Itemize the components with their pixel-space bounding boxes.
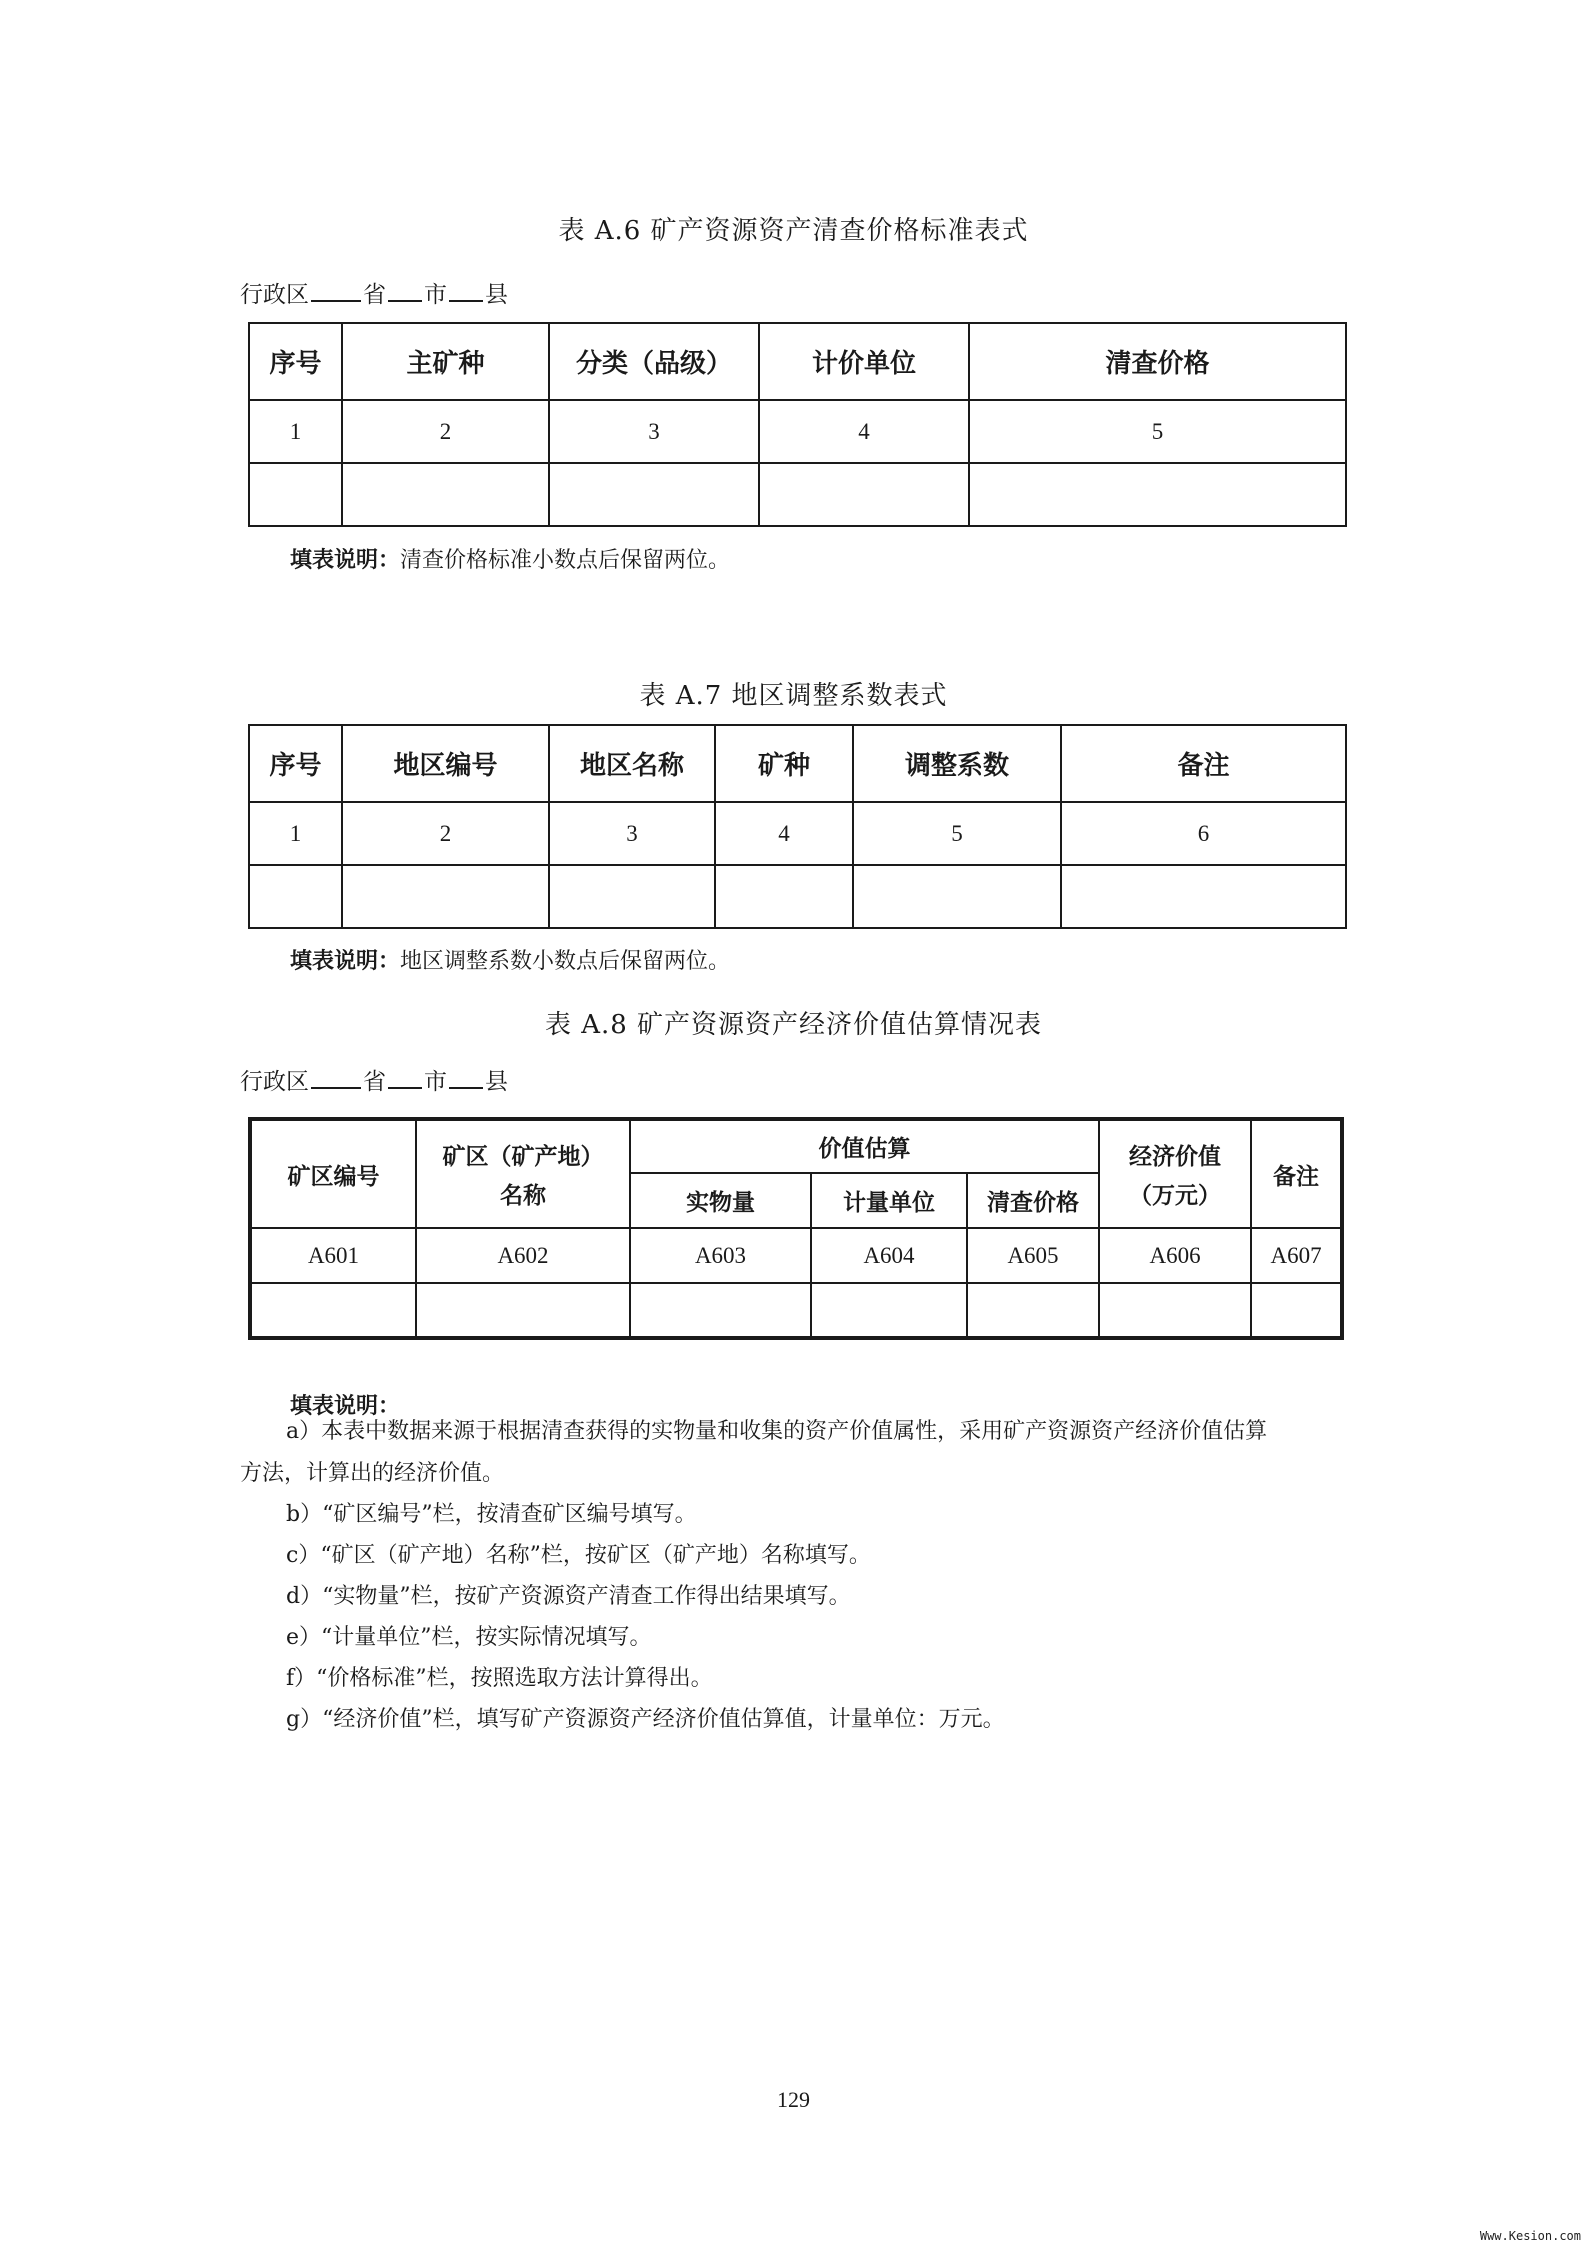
table-a6 xyxy=(248,322,1347,527)
table-a8-cell: A605 xyxy=(967,1228,1099,1283)
table-a8 xyxy=(248,1117,1344,1340)
region-province: 省 xyxy=(363,1069,386,1095)
note-item-b: b）“矿区编号”栏，按清查矿区编号填写。 xyxy=(286,1502,697,1527)
table-a8-empty-cell xyxy=(967,1283,1099,1338)
table-a7-title: 表 A.7 地区调整系数表式 xyxy=(639,681,948,711)
region-city: 市 xyxy=(424,1069,447,1095)
table-a7-cell: 6 xyxy=(1061,802,1346,865)
table-a8-region-line xyxy=(240,1063,508,1096)
table-a6-empty-row xyxy=(249,463,1346,526)
table-a6-empty-cell xyxy=(249,463,342,526)
watermark: Www.Kesion.com xyxy=(1479,2229,1581,2243)
table-a7 xyxy=(248,724,1347,929)
table-a8-header-remark: 备注 xyxy=(1251,1119,1342,1228)
table-a6-cell: 2 xyxy=(342,400,549,463)
header-line: 矿区（矿产地） xyxy=(442,1144,604,1170)
province-blank xyxy=(311,1086,361,1089)
region-province: 省 xyxy=(363,282,386,308)
table-a8-empty-cell xyxy=(811,1283,967,1338)
table-a8-cell: A603 xyxy=(630,1228,811,1283)
table-a8-header-economic-value xyxy=(1099,1119,1251,1228)
region-prefix: 行政区 xyxy=(240,1069,309,1095)
note-item-a: a）本表中数据来源于根据清查获得的实物量和收集的资产价值属性，采用矿产资源资产经济价值估算 xyxy=(286,1419,1268,1444)
note-item-e: e）“计量单位”栏，按实际情况填写。 xyxy=(286,1625,652,1650)
table-a6-header: 分类（品级） xyxy=(549,323,759,400)
table-a7-cell: 3 xyxy=(549,802,715,865)
table-a8-empty-cell xyxy=(1251,1283,1342,1338)
table-a7-index-row xyxy=(249,802,1346,865)
city-blank xyxy=(388,299,422,302)
table-a7-header: 地区编号 xyxy=(342,725,549,802)
region-county: 县 xyxy=(485,1069,508,1095)
table-a7-header: 调整系数 xyxy=(853,725,1061,802)
county-blank xyxy=(449,299,483,302)
table-a8-title: 表 A.8 矿产资源资产经济价值估算情况表 xyxy=(544,1010,1043,1040)
table-a8-subheader: 清查价格 xyxy=(967,1173,1099,1228)
table-a7-note-label: 填表说明： xyxy=(290,949,401,974)
table-a6-empty-cell xyxy=(969,463,1346,526)
region-city: 市 xyxy=(424,282,447,308)
table-a6-header: 主矿种 xyxy=(342,323,549,400)
table-a8-empty-cell xyxy=(250,1283,416,1338)
table-a7-empty-cell xyxy=(549,865,715,928)
table-a7-cell: 4 xyxy=(715,802,853,865)
table-a8-header-row-1 xyxy=(250,1119,1342,1173)
table-a8-header-mine-id: 矿区编号 xyxy=(250,1119,416,1228)
table-a8-empty-cell xyxy=(416,1283,630,1338)
table-a7-header: 地区名称 xyxy=(549,725,715,802)
table-a6-empty-cell xyxy=(759,463,969,526)
table-a6-empty-cell xyxy=(549,463,759,526)
table-a8-notes-label xyxy=(290,1389,400,1420)
notes-label-text: 填表说明： xyxy=(290,1394,401,1419)
table-a7-empty-cell xyxy=(1061,865,1346,928)
table-a8-index-row xyxy=(250,1228,1342,1283)
table-a6-title: 表 A.6 矿产资源资产清查价格标准表式 xyxy=(558,216,1029,246)
table-a6-note-label: 填表说明： xyxy=(290,548,401,573)
table-a6-cell: 5 xyxy=(969,400,1346,463)
table-a6-cell: 4 xyxy=(759,400,969,463)
page-number: 129 xyxy=(777,2087,810,2112)
table-a7-note xyxy=(290,944,730,975)
table-a7-note-text: 地区调整系数小数点后保留两位。 xyxy=(400,949,731,974)
table-a6-header: 计价单位 xyxy=(759,323,969,400)
table-a6-empty-cell xyxy=(342,463,549,526)
table-a8-empty-cell xyxy=(1099,1283,1251,1338)
table-a8-cell: A604 xyxy=(811,1228,967,1283)
table-a7-empty-cell xyxy=(249,865,342,928)
table-a7-cell: 2 xyxy=(342,802,549,865)
table-a7-empty-cell xyxy=(853,865,1061,928)
table-a8-empty-row xyxy=(250,1283,1342,1338)
table-a7-cell: 5 xyxy=(853,802,1061,865)
table-a6-index-row xyxy=(249,400,1346,463)
table-a6-header: 清查价格 xyxy=(969,323,1346,400)
table-a6-header: 序号 xyxy=(249,323,342,400)
table-a7-header: 矿种 xyxy=(715,725,853,802)
table-a6-header-row xyxy=(249,323,1346,400)
region-prefix: 行政区 xyxy=(240,282,309,308)
note-item-a-continued: 方法，计算出的经济价值。 xyxy=(240,1461,505,1486)
province-blank xyxy=(311,299,361,302)
table-a8-empty-cell xyxy=(630,1283,811,1338)
table-a6-note-text: 清查价格标准小数点后保留两位。 xyxy=(400,548,731,573)
table-a6-cell: 1 xyxy=(249,400,342,463)
table-a7-empty-cell xyxy=(715,865,853,928)
note-item-d: d）“实物量”栏，按矿产资源资产清查工作得出结果填写。 xyxy=(286,1584,851,1609)
table-a6-note xyxy=(290,543,730,574)
table-a8-cell: A602 xyxy=(416,1228,630,1283)
table-a8-header-value-estimate: 价值估算 xyxy=(630,1119,1099,1173)
note-item-c: c）“矿区（矿产地）名称”栏，按矿区（矿产地）名称填写。 xyxy=(286,1543,871,1568)
table-a7-empty-cell xyxy=(342,865,549,928)
note-item-g: g）“经济价值”栏，填写矿产资源资产经济价值估算值，计量单位：万元。 xyxy=(286,1707,1005,1732)
table-a8-subheader: 计量单位 xyxy=(811,1173,967,1228)
region-county: 县 xyxy=(485,282,508,308)
header-line: （万元） xyxy=(1129,1183,1222,1209)
table-a8-subheader: 实物量 xyxy=(630,1173,811,1228)
county-blank xyxy=(449,1086,483,1089)
table-a7-header: 备注 xyxy=(1061,725,1346,802)
table-a7-cell: 1 xyxy=(249,802,342,865)
table-a8-header-mine-name xyxy=(416,1119,630,1228)
table-a7-empty-row xyxy=(249,865,1346,928)
city-blank xyxy=(388,1086,422,1089)
note-item-f: f）“价格标准”栏，按照选取方法计算得出。 xyxy=(286,1666,713,1691)
header-line: 名称 xyxy=(500,1183,546,1209)
header-line: 经济价值 xyxy=(1129,1144,1222,1170)
table-a6-region-line xyxy=(240,276,508,309)
table-a7-header-row xyxy=(249,725,1346,802)
table-a8-cell: A601 xyxy=(250,1228,416,1283)
table-a8-cell: A607 xyxy=(1251,1228,1342,1283)
table-a7-header: 序号 xyxy=(249,725,342,802)
table-a6-cell: 3 xyxy=(549,400,759,463)
table-a8-cell: A606 xyxy=(1099,1228,1251,1283)
